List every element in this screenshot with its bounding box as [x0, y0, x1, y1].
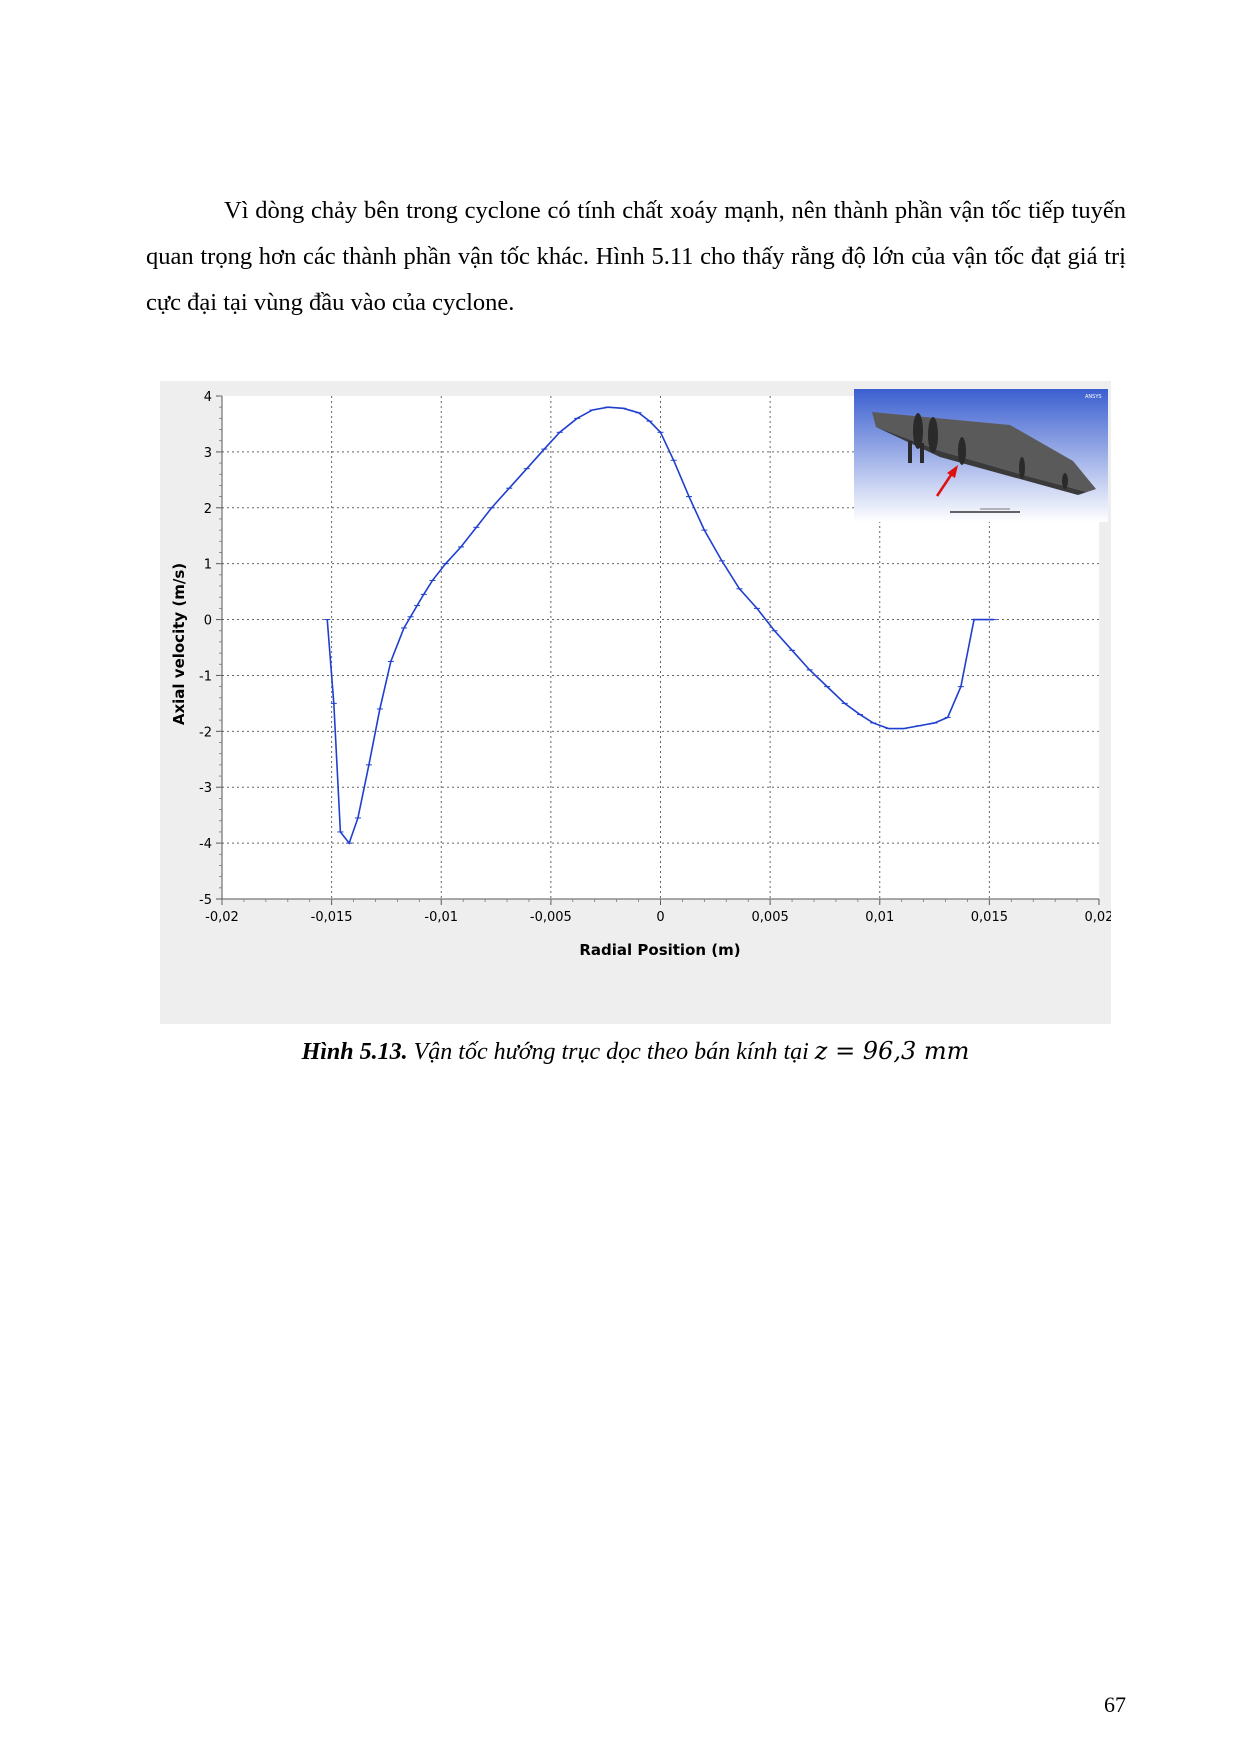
- y-axis-title: Axial velocity (m/s): [170, 562, 188, 726]
- x-tick-label: -0,015: [310, 910, 353, 925]
- y-tick-label: -2: [199, 725, 212, 741]
- y-tick-label: -4: [199, 837, 212, 853]
- y-tick-label: 0: [203, 613, 212, 629]
- body-paragraph-text: Vì dòng chảy bên trong cyclone có tính chất xoáy mạnh, nên thành phần vận tốc tiếp tuyến quan trọng hơn các thành phần vận tốc khác. Hình 5.11 cho thấy rằng độ lớn của vận tốc đạt giá trị cực đại tại vùng đầu vào của cyclone.: [146, 197, 1126, 316]
- x-tick-label: -0,02: [205, 910, 239, 925]
- page-number: 67: [1104, 1692, 1126, 1717]
- y-tick-label: 4: [203, 390, 212, 405]
- x-axis-title: Radial Position (m): [579, 941, 741, 959]
- caption-math: z = 96,3 mm: [814, 1037, 970, 1065]
- x-tick-label: -0,01: [424, 910, 459, 925]
- x-tick-label: 0,02: [1084, 910, 1111, 925]
- x-tick-label: 0,01: [865, 910, 895, 925]
- x-tick-label: 0,015: [970, 910, 1008, 925]
- svg-text:ANSYS: ANSYS: [1085, 394, 1102, 400]
- y-tick-label: -3: [199, 781, 212, 797]
- figure-caption: [160, 1037, 1111, 1066]
- y-tick-label: 1: [203, 557, 212, 573]
- caption-label: Hình 5.13.: [301, 1039, 408, 1065]
- x-tick-label: -0,005: [529, 910, 572, 925]
- x-tick-label: 0,005: [751, 910, 789, 925]
- figure-5-13: [160, 381, 1111, 1024]
- cyclone-inset-image: [854, 389, 1108, 522]
- body-paragraph: [146, 188, 1126, 326]
- caption-text: Vận tốc hướng trục dọc theo bán kính tại: [413, 1039, 809, 1065]
- y-tick-label: 3: [203, 445, 212, 461]
- y-tick-label: -1: [199, 669, 212, 685]
- axial-velocity-chart: [160, 381, 1111, 1024]
- y-tick-label: 2: [203, 501, 212, 517]
- y-tick-label: -5: [199, 893, 212, 908]
- x-tick-label: 0: [656, 910, 665, 925]
